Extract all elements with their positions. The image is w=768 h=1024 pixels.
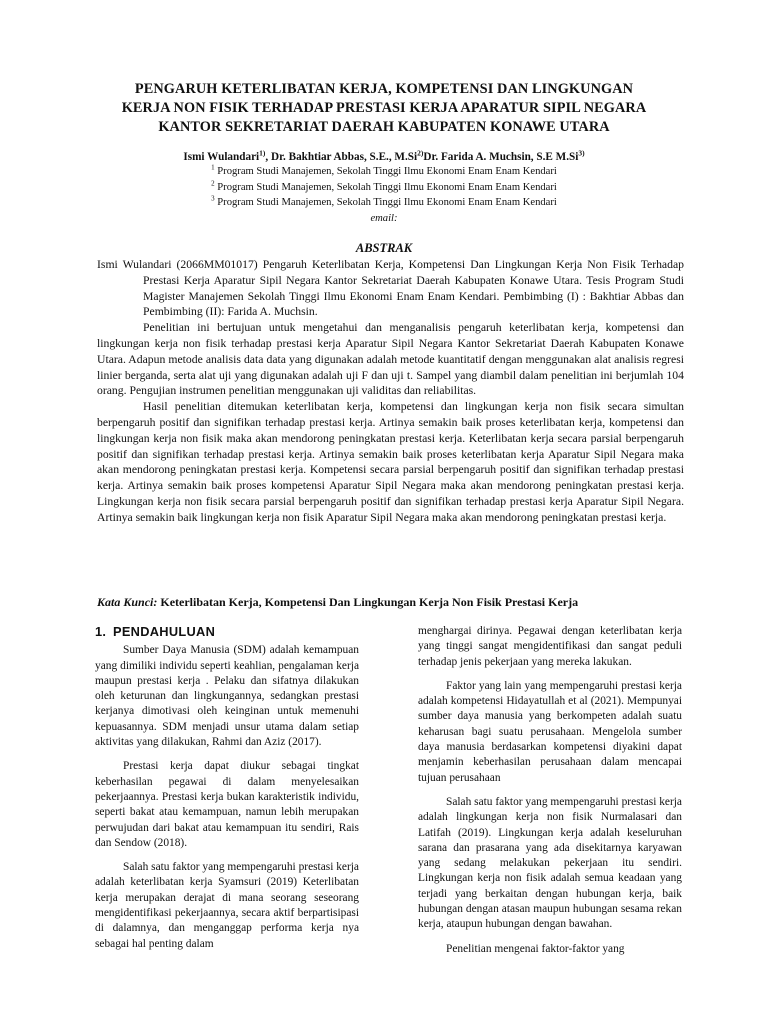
author-mark: 2) [417, 148, 424, 158]
body-paragraph: Sumber Daya Manusia (SDM) adalah kemampuan yang dimiliki individu seperti keahlian, pengalaman kerja maupun prestasi kerja . Pelaku dan sifatnya dilakukan oleh keturunan dan lingkungannya, sedangkan prestasi kerjanya dimotivasi oleh keinginan untuk memenuhi kepuasannya. SDM menjadi unsur utama dalam setiap aktivitas yang dilakukan, Rahmi dan Aziz (2017). [95, 644, 359, 749]
author-separator: , [265, 151, 271, 163]
title-line-3: KANTOR SEKRETARIAT DAERAH KABUPATEN KONAWE UTARA [158, 119, 610, 135]
author-name: Dr. Farida A. Muchsin, S.E M.Si [423, 151, 579, 163]
abstract-paragraph: Hasil penelitian ditemukan keterlibatan kerja, kompetensi dan lingkungan kerja non fisik secara simultan berpengaruh positif dan signifikan terhadap prestasi kerja. Artinya semakin baik proses keterlibatan kerja, kompetensi dan lingkungan kerja non fisik maka akan mendorong peningkatan prestasi kerja. Keterlibatan kerja secara parsial berpengaruh positif dan signifikan terhadap prestasi kerja. Artinya semakin baik proses keterlibatan kerja Aparatur Sipil Negara maka akan mendorong peningkatan prestasi kerja. Kompetensi secara parsial berpengaruh positif dan signifikan terhadap prestasi kerja. Artinya semakin baik proses kompetensi Aparatur Sipil Negara maka akan mendorong peningkatan prestasi kerja. Lingkungan kerja non fisik secara parsial berpengaruh positif dan signifikan terhadap prestasi kerja Aparatur Sipil Negara. Artinya semakin baik lingkungan kerja non fisik Aparatur Sipil Negara maka akan mendorong peningkatan prestasi kerja. [97, 400, 684, 524]
affiliation-text: Program Studi Manajemen, Sekolah Tinggi Ilmu Ekonomi Enam Enam Kendari [214, 181, 557, 193]
right-column [418, 624, 682, 966]
affiliation-item [80, 164, 688, 180]
affiliation-text: Program Studi Manajemen, Sekolah Tinggi Ilmu Ekonomi Enam Enam Kendari [214, 197, 557, 208]
author-list [80, 148, 688, 163]
section-number: 1. [95, 624, 107, 639]
affiliation-mark: 2 [211, 178, 215, 187]
affiliation-list [80, 164, 688, 226]
body-paragraph: menghargai dirinya. Pegawai dengan keterlibatan kerja yang tinggi sangat mengidentifikasi dan sangat peduli terhadap jenis pekerjaan yang mereka lakukan. [418, 625, 682, 668]
body-paragraph: Salah satu faktor yang mempengaruhi prestasi kerja adalah lingkungan kerja non fisik Nurmalasari dan Latifah (2019). Lingkungan kerja adalah keseluruhan sarana dan prasarana yang ada disekitarnya karyawan yang sedang melakukan pekerjaan itu sendiri. Lingkungan kerja non fisik adalah semua keadaan yang terjadi yang berkaitan dengan hubungan kerja, baik hubungan dengan atasan maupun hubungan sesama rekan kerja, ataupun hubungan dengan bawahan. [418, 795, 682, 931]
author-mark: 1) [259, 148, 266, 158]
title-line-1: PENGARUH KETERLIBATAN KERJA, KOMPETENSI DAN LINGKUNGAN [134, 81, 634, 97]
keywords-label: Kata Kunci: [97, 595, 158, 609]
affiliation-item [80, 180, 688, 196]
keywords-line [97, 595, 697, 610]
author-name: Dr. Bakhtiar Abbas, S.E., M.Si [271, 151, 418, 163]
author-mark: 3) [578, 148, 585, 158]
abstract-citation: Ismi Wulandari (2066MM01017) Pengaruh Keterlibatan Kerja, Kompetensi Dan Lingkungan Kerja Non Fisik Terhadap Prestasi Kerja Aparatur Sipil Negara Kantor Sekretariat Daerah Kabupaten Konawe Utara. Tesis Program Studi Magister Manajemen Sekolah Tinggi Ilmu Ekonomi Enam Enam Kendari. Pembimbing (I) : Bakhtiar Abbas dan Pembimbing (II): Farida A. Muchsin. [97, 258, 684, 319]
body-paragraph: Prestasi kerja dapat diukur sebagai tingkat keberhasilan pegawai di dalam menyelesaikan pekerjaannya. Prestasi kerja bukan karakteristik individu, seperti bakat atau kemampuan, namun lebih merupakan perwujudan dari bakat atau kemampuan itu sendiri, Rais dan Sendow (2018). [95, 760, 359, 849]
email-label: email: [370, 212, 398, 224]
body-paragraph: Salah satu faktor yang mempengaruhi prestasi kerja adalah keterlibatan kerja Syamsuri (2019) Keterlibatan kerja merupakan derajat di mana seorang seseorang mengidentifikasi pekerjaannya, secara aktif berpartisipasi di dalamnya, dan menganggap performa kerja nya sebagai hal penting dalam [95, 861, 359, 950]
body-paragraph: Faktor yang lain yang mempengaruhi prestasi kerja adalah kompetensi Hidayatullah et al (2021). Mempunyai sumber daya manusia yang berkompeten adalah suatu keharusan bagi suatu perusahaan. Mengelola sumber daya manusia berdasarkan kompetensi diyakini dapat menjamin keberhasilan perusahaan dalam mencapai tujuan perusahaan [418, 679, 682, 784]
section-heading [95, 624, 359, 639]
author-name: Ismi Wulandari [183, 151, 260, 163]
keywords-text: Keterlibatan Kerja, Kompetensi Dan Lingkungan Kerja Non Fisik Prestasi Kerja [157, 595, 579, 609]
affiliation-mark: 1 [211, 163, 215, 172]
body-paragraph: Penelitian mengenai faktor-faktor yang [446, 942, 625, 955]
left-column [95, 624, 359, 961]
section-title: PENDAHULUAN [113, 624, 216, 639]
affiliation-text: Program Studi Manajemen, Sekolah Tinggi Ilmu Ekonomi Enam Enam Kendari [214, 166, 557, 177]
affiliation-item [80, 195, 688, 211]
abstract-heading: ABSTRAK [355, 241, 413, 255]
paper-title [80, 80, 688, 137]
title-line-2: KERJA NON FISIK TERHADAP PRESTASI KERJA APARATUR SIPIL NEGARA [121, 100, 647, 116]
abstract-paragraph: Penelitian ini bertujuan untuk mengetahui dan menganalisis pengaruh keterlibatan kerja, kompetensi dan lingkungan kerja non fisik terhadap prestasi kerja Aparatur Sipil Negara Kantor Sekretariat Daerah Kabupaten Konawe Utara. Adapun metode analisis data data yang digunakan adalah metode kuantitatif dengan menggunakan alat analisis regresi linier berganda, serta alat uji yang digunakan adalah uji F dan uji t. Sampel yang diambil dalam penelitian ini berjumlah 104 orang. Pengujian instrumen penelitian menggunakan uji validitas dan reliabilitas. [97, 321, 684, 398]
abstract-body [97, 257, 684, 526]
affiliation-mark: 3 [211, 194, 215, 203]
